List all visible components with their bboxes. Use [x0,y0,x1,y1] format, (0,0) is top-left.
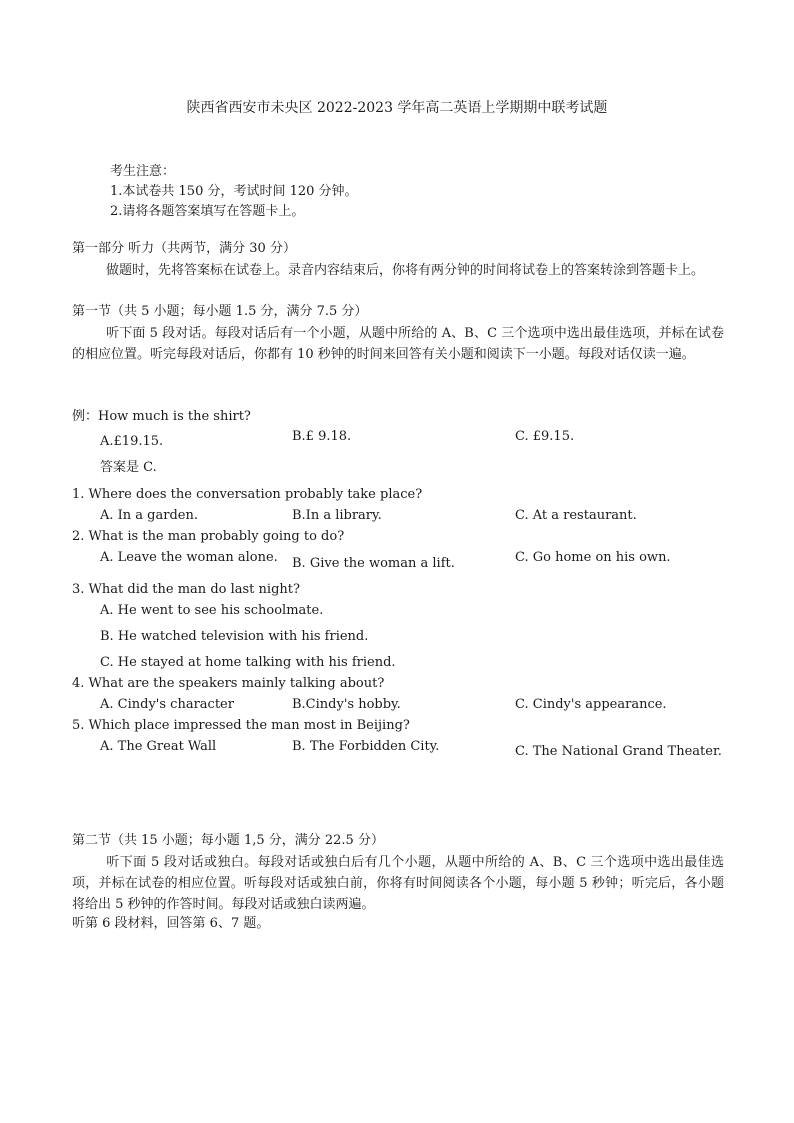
question-2-option-c: C. Go home on his own. [515,550,671,565]
question-1-option-b: B.In a library. [292,508,382,523]
question-3-option-b: B. He watched television with his friend. [100,629,369,644]
part1-heading: 第一部分 听力（共两节，满分 30 分） [72,241,296,256]
question-3-option-a: A. He went to see his schoolmate. [100,603,324,618]
question-5-option-a: A. The Great Wall [100,739,217,754]
section2-instructions [72,852,724,915]
question-5: 5. Which place impressed the man most in Beijing? [72,718,410,733]
question-3: 3. What did the man do last night? [72,582,300,597]
question-4-option-b: B.Cindy's hobby. [292,697,401,712]
question-4-option-a: A. Cindy's character [100,697,234,712]
question-1-option-a: A. In a garden. [100,508,198,523]
question-2: 2. What is the man probably going to do? [72,529,345,544]
question-2-option-b: B. Give the woman a lift. [292,556,455,571]
section1-instructions-text: 听下面 5 段对话。每段对话后有一个小题，从题中所给的 A、B、C 三个选项中选出最佳选项，并标在试卷的相应位置。听完每段对话后，你都有 10 秒钟的时间来回答有关小题和阅读下一小题。每段对话仅读一遍。 [72,326,724,362]
section2-material: 听第 6 段材料，回答第 6、7 题。 [72,916,270,931]
notice-line-1: 1.本试卷共 150 分，考试时间 120 分钟。 [110,184,358,199]
example-option-b: B.£ 9.18. [292,429,352,444]
question-1: 1. Where does the conversation probably take place? [72,487,423,502]
example-option-c: C. £9.15. [515,429,575,444]
section1-heading: 第一节（共 5 小题；每小题 1.5 分，满分 7.5 分） [72,304,368,319]
notice-line-2: 2.请将各题答案填写在答题卡上。 [110,204,305,219]
part1-instructions-text: 做题时，先将答案标在试卷上。录音内容结束后，你将有两分钟的时间将试卷上的答案转涂到答题卡上。 [106,263,705,278]
part1-instructions [72,260,724,281]
question-2-option-a: A. Leave the woman alone. [100,550,278,565]
notice-heading: 考生注意： [110,164,176,179]
question-4: 4. What are the speakers mainly talking about? [72,676,385,691]
question-5-option-b: B. The Forbidden City. [292,739,440,754]
example-answer: 答案是 C. [100,460,157,475]
page-title: 陕西省西安市未央区 2022-2023 学年高二英语上学期期中联考试题 [186,100,608,116]
section2-heading: 第二节（共 15 小题；每小题 1,5 分，满分 22.5 分） [72,833,384,848]
example-question: 例：How much is the shirt? [72,409,251,424]
example-option-a: A.£19.15. [100,434,164,449]
question-5-option-c: C. The National Grand Theater. [515,744,722,759]
question-4-option-c: C. Cindy's appearance. [515,697,667,712]
section2-instructions-text: 听下面 5 段对话或独白。每段对话或独白后有几个小题，从题中所给的 A、B、C 三个选项中选出最佳选项，并标在试卷的相应位置。听每段对话或独白前，你将有时间阅读各个小题，每小题 5 秒钟；听完后，各小题将给出 5 秒钟的作答时间。每段对话或独白读两遍。 [72,855,724,912]
question-1-option-c: C. At a restaurant. [515,508,637,523]
question-3-option-c: C. He stayed at home talking with his friend. [100,655,396,670]
section1-instructions [72,323,724,365]
